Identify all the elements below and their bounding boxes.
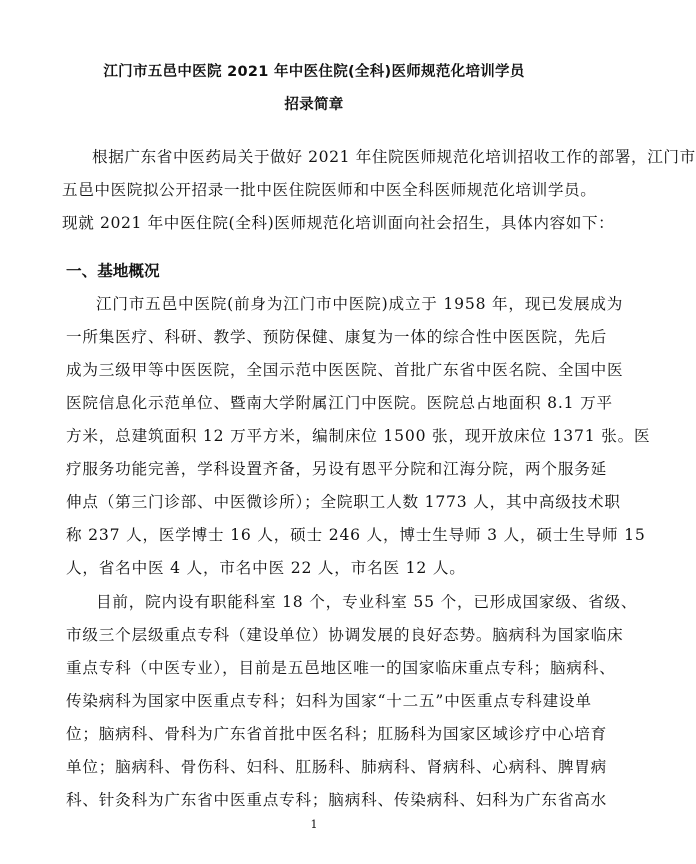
paragraph-line: 成为三级甲等中医医院，全国示范中医医院、首批广东省中医名院、全国中医 xyxy=(66,361,624,379)
paragraph-line: 重点专科（中医专业），目前是五邑地区唯一的国家临床重点专科；脑病科、 xyxy=(66,659,616,677)
document-title: 江门市五邑中医院 2021 年中医住院(全科)医师规范化培训学员 xyxy=(103,64,525,80)
intro-line: 根据广东省中医药局关于做好 2021 年住院医师规范化培训招收工作的部署，江门市 xyxy=(92,148,696,166)
paragraph-line: 传染病科为国家中医重点专科；妇科为国家“十二五”中医重点专科建设单 xyxy=(66,692,592,710)
intro-paragraph xyxy=(62,141,696,240)
paragraph-line: 目前，院内设有职能科室 18 个，专业科室 55 个，已形成国家级、省级、 xyxy=(96,593,638,611)
paragraph-line: 医院信息化示范单位、暨南大学附属江门中医院。医院总占地面积 8.1 万平 xyxy=(66,394,613,412)
paragraph-line: 单位；脑病科、骨伤科、妇科、肛肠科、肺病科、肾病科、心病科、脾胃病 xyxy=(66,758,607,776)
paragraph-line: 位；脑病科、骨科为广东省首批中医名科；肛肠科为国家区域诊疗中心培育 xyxy=(66,725,607,743)
section-heading-base-overview: 一、基地概况 xyxy=(66,262,160,280)
page-number: 1 xyxy=(310,818,318,831)
document-subtitle: 招录简章 xyxy=(284,97,344,113)
intro-line: 五邑中医院拟公开招录一批中医住院医师和中医全科医师规范化培训学员。 xyxy=(62,181,597,199)
paragraph-line: 方米，总建筑面积 12 万平方米，编制床位 1500 张，现开放床位 1371 张。医 xyxy=(66,427,651,445)
intro-line: 现就 2021 年中医住院(全科)医师规范化培训面向社会招生，具体内容如下： xyxy=(62,214,615,232)
departments-paragraph xyxy=(66,586,638,817)
paragraph-line: 市级三个层级重点专科（建设单位）协调发展的良好态势。脑病科为国家临床 xyxy=(66,626,624,644)
hospital-overview-paragraph xyxy=(66,288,651,585)
paragraph-line: 江门市五邑中医院(前身为江门市中医院)成立于 1958 年，现已发展成为 xyxy=(96,295,624,313)
paragraph-line: 伸点（第三门诊部、中医微诊所）；全院职工人数 1773 人，其中高级技术职 xyxy=(66,493,621,511)
paragraph-line: 一所集医疗、科研、教学、预防保健、康复为一体的综合性中医医院，先后 xyxy=(66,328,607,346)
paragraph-line: 人，省名中医 4 人，市名中医 22 人，市名医 12 人。 xyxy=(66,559,466,577)
paragraph-line: 疗服务功能完善，学科设置齐备，另设有恩平分院和江海分院，两个服务延 xyxy=(66,460,607,478)
paragraph-line: 称 237 人，医学博士 16 人，硕士 246 人，博士生导师 3 人，硕士生导师 15 xyxy=(66,526,646,544)
paragraph-line: 科、针灸科为广东省中医重点专科；脑病科、传染病科、妇科为广东省高水 xyxy=(66,791,607,809)
